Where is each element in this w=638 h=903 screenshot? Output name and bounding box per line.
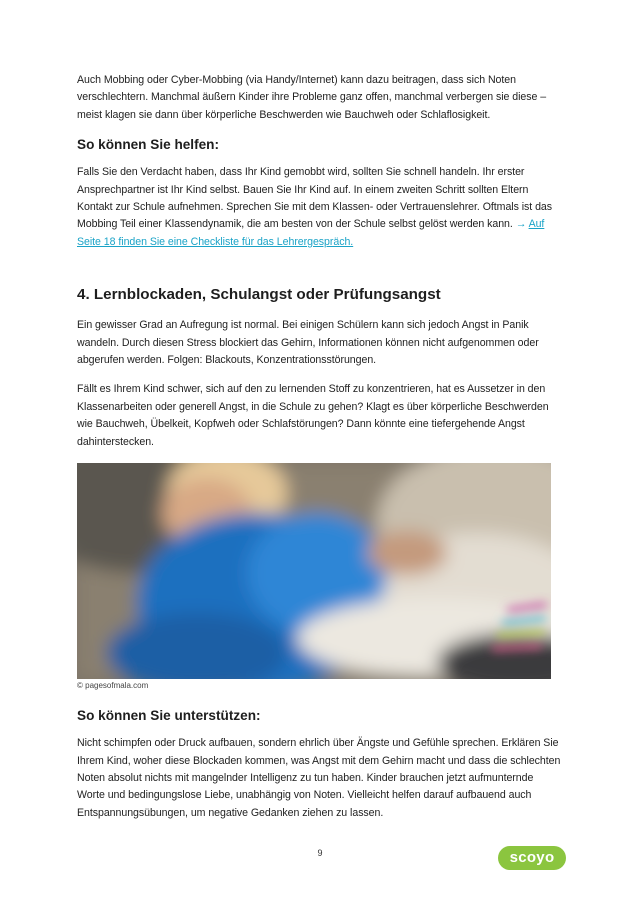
- page-content: [77, 72, 561, 834]
- section4-paragraph-1: Ein gewisser Grad an Aufregung ist normal. Bei einigen Schülern kann sich jedoch Angst in Panik wandeln. Durch diesen Stress blockiert das Gehirn, Informationen können nicht aufgenommen oder abgerufen werden. Folgen: Blackouts, Konzentrationsstörungen.: [77, 319, 539, 367]
- spacer: [77, 263, 561, 285]
- page-number: 9: [317, 848, 323, 858]
- section4-heading: 4. Lernblockaden, Schulangst oder Prüfungsangst: [77, 286, 441, 304]
- child-photo: [77, 463, 551, 679]
- arrow-right-icon: →: [515, 218, 527, 231]
- checklist-link[interactable]: Auf Seite 18 finden Sie eine Checkliste für das Lehrergespräch.: [77, 218, 545, 248]
- help-paragraph: [77, 164, 561, 251]
- photo-caption: © pagesofmala.com: [77, 681, 149, 691]
- help-heading: So können Sie helfen:: [77, 137, 219, 153]
- intro-paragraph: Auch Mobbing oder Cyber-Mobbing (via Handy/Internet) kann dazu beitragen, dass sich Noten verschlechtern. Manchmal äußern Kinder ihre Probleme ganz offen, manchmal verbergen sie diese – meist klagen sie dann über körperliche Beschwerden wie Bauchweh oder Schlaflosigkeit.: [77, 74, 547, 121]
- child-photo-illustration: [77, 463, 551, 679]
- scoyo-logo: scoyo: [498, 846, 566, 870]
- help-text: Falls Sie den Verdacht haben, dass Ihr Kind gemobbt wird, sollten Sie schnell handeln. Ihr erster Ansprechpartner ist Ihr Kind selbst. Bauen Sie Ihr Kind auf. In einem zweiten Schritt sollten Eltern Kontakt zur Schule aufnehmen. Sprechen Sie mit dem Klassen- oder Vertrauenslehrer. Oftmals ist das Mobbing Teil einer Klassendynamik, die am besten von der Schule selbst gelöst werden kann.: [77, 166, 553, 231]
- support-paragraph: Nicht schimpfen oder Druck aufbauen, sondern ehrlich über Ängste und Gefühle sprechen. Erklären Sie Ihrem Kind, woher diese Blockaden kommen, was Angst mit dem Gehirn macht und dass die schlechten Noten absolut nichts mit mangelnder Intelligenz zu tun haben. Kinder brauchen jetzt aufmunternde Worte und bedingungslose Liebe, unabhängig von Noten. Vielleicht helfen darauf aufbauend auch Entspannungsübungen, um negative Gedanken ziehen zu lassen.: [77, 737, 561, 819]
- support-heading: So können Sie unterstützen:: [77, 708, 261, 724]
- section4-paragraph-2: Fällt es Ihrem Kind schwer, sich auf den zu lernenden Stoff zu konzentrieren, hat es Aussetzer in den Klassenarbeiten oder generell Angst, in die Schule zu gehen? Klagt es über körperliche Beschwerden wie Bauchweh, Übelkeit, Kopfweh oder Schlafstörungen? Dann könnte eine tiefergehende Angst dahinterstecken.: [77, 383, 549, 448]
